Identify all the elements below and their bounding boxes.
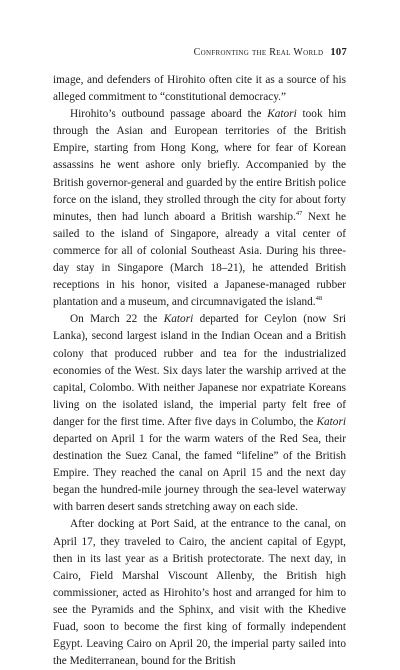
text-segment: Next he sailed to the island of Singapore, already a vital center of commerce for all of colonial Southeast Asia. During his three-day stay in Singapore (March 18–21), he attended British receptions in his honor, visited a Japanese-managed rubber plantation and a museum, and circumnavigated the island. xyxy=(53,210,346,309)
text-segment: image, and defenders of Hirohito often cite it as a source of his alleged commitment to “constitutional democracy.” xyxy=(53,74,346,104)
text-segment: departed on April 1 for the warm waters of the Red Sea, their destination the Suez Canal, the famed “lifeline” of the British Empire. They reached the canal on April 15 and the next day began the hundred-mile journey through the sea-level waterway with barren desert sands stretching away on each side. xyxy=(53,432,346,514)
text-segment: took him through the Asian and European territories of the British Empire, starting from Hong Kong, where for fear of Korean assassins he went ashore only briefly. Accompanied by the British governor-general and guarded by the entire British police force on the island, they strolled through the city for about forty minutes, then had lunch aboard a British warship. xyxy=(53,108,346,223)
ship-name: Katori xyxy=(163,313,194,326)
paragraph xyxy=(53,106,346,311)
paragraph xyxy=(53,311,346,516)
ship-name: Katori xyxy=(316,415,346,428)
text-segment: departed for Ceylon (now Sri Lanka), second largest island in the Indian Ocean and a British colony that produced rubber and tea for the industrialized economies of the West. Six days later the warship arrived at the capital, Colombo. With neither Japanese nor expatriate Koreans living on the isolated island, the imperial party felt free of danger for the first time. After five days in Columbo, the xyxy=(53,313,347,428)
footnote-ref: 47 xyxy=(295,209,303,217)
paragraph xyxy=(53,72,346,106)
running-head xyxy=(194,47,347,58)
page-number: 107 xyxy=(330,47,347,58)
running-title: Confronting the Real World xyxy=(193,47,324,58)
body-text xyxy=(53,72,346,670)
footnote-ref: 48 xyxy=(315,295,323,303)
text-segment: After docking at Port Said, at the entrance to the canal, on April 17, they traveled to Cairo, the ancient capital of Egypt, then in its last year as a British protectorate. The next day, in Cairo, Field Marshal Viscount Allenby, the British high commissioner, acted as Hirohito’s host and arranged for him to see the Pyramids and the Sphinx, and visit with the Khedive Fuad, soon to become the first king of formally independent Egypt. Leaving Cairo on April 20, the imperial party sailed into the Mediterranean, bound for the British xyxy=(53,518,346,668)
text-segment: Hirohito’s outbound passage aboard the xyxy=(70,108,268,121)
paragraph xyxy=(53,516,346,670)
text-segment: On March 22 the xyxy=(70,313,164,326)
ship-name: Katori xyxy=(267,108,297,121)
